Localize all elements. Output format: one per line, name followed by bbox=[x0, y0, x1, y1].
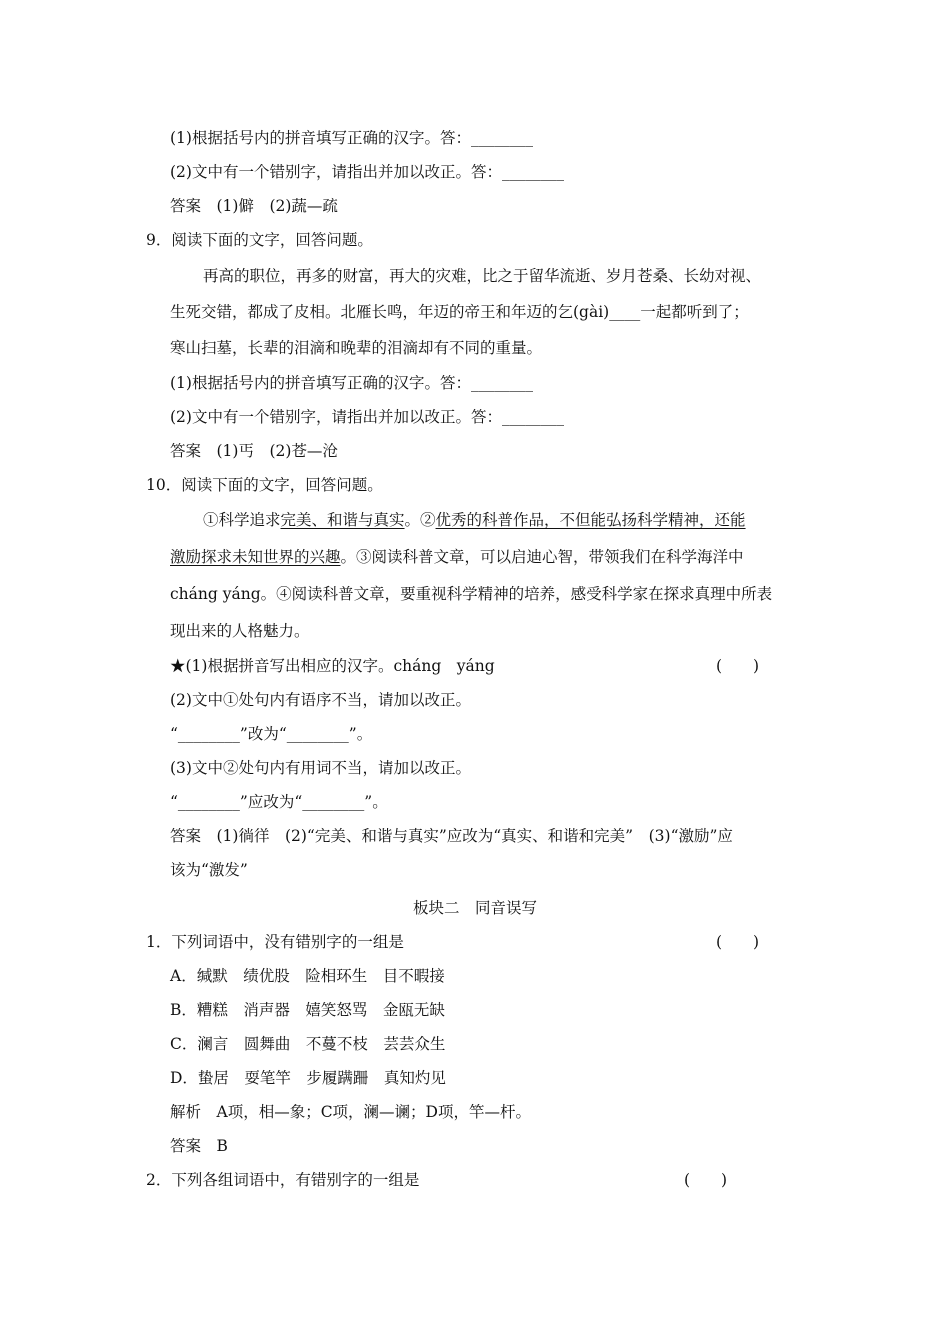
q10-passage-line1 bbox=[203, 510, 746, 530]
q10-heading: 10．阅读下面的文字，回答问题。 bbox=[146, 476, 383, 494]
q10-p2-text: 。③阅读科普文章，可以启迪心智，带领我们在科学海洋中 bbox=[340, 548, 744, 566]
s2-q1-answer: 答案 B bbox=[170, 1137, 228, 1155]
s2-q1-stem: 1．下列词语中，没有错别字的一组是 bbox=[146, 933, 404, 951]
q10-underline-2a: 优秀的科普作品，不但能弘扬科学精神，还能 bbox=[435, 511, 746, 529]
q10-p1-text2: 。② bbox=[404, 511, 436, 529]
q9-answer: 答案 (1)丐 (2)苍—沧 bbox=[170, 442, 338, 460]
q8-sub2: (2)文中有一个错别字，请指出并加以改正。答：________ bbox=[170, 163, 564, 181]
q10-sub3-fill: “________”应改为“________”。 bbox=[170, 793, 388, 811]
s2-q1-analysis: 解析 A项，相—象；C项，澜—谰；D项，竿—杆。 bbox=[170, 1103, 531, 1121]
s2-q1-option-b: B．糟糕 消声器 嬉笑怒骂 金瓯无缺 bbox=[170, 1001, 445, 1019]
q10-passage-line4: 现出来的人格魅力。 bbox=[170, 622, 310, 640]
q10-p1-text: ①科学追求 bbox=[203, 511, 281, 529]
q10-sub2-fill: “________”改为“________”。 bbox=[170, 725, 373, 743]
q10-sub2: (2)文中①处句内有语序不当，请加以改正。 bbox=[170, 691, 471, 709]
q10-passage-line2 bbox=[170, 547, 744, 567]
q10-answer-line1: 答案 (1)徜徉 (2)“完美、和谐与真实”应改为“真实、和谐和完美” (3)“激励”应 bbox=[170, 827, 733, 845]
q10-underline-2b: 激励探求未知世界的兴趣 bbox=[170, 548, 341, 566]
q9-sub2: (2)文中有一个错别字，请指出并加以改正。答：________ bbox=[170, 408, 564, 426]
q9-sub1: (1)根据括号内的拼音填写正确的汉字。答：________ bbox=[170, 374, 533, 392]
q10-sub1-bracket: ( ) bbox=[716, 657, 760, 675]
q10-underline-1: 完美、和谐与真实 bbox=[280, 511, 405, 529]
q9-heading: 9．阅读下面的文字，回答问题。 bbox=[146, 231, 373, 249]
q9-passage-line3: 寒山扫墓，长辈的泪滴和晚辈的泪滴却有不同的重量。 bbox=[170, 339, 543, 357]
s2-q2-stem: 2．下列各组词语中，有错别字的一组是 bbox=[146, 1171, 420, 1189]
s2-q2-bracket: ( ) bbox=[684, 1171, 728, 1189]
section-title: 板块二 同音误写 bbox=[412, 899, 537, 917]
s2-q1-bracket: ( ) bbox=[716, 933, 760, 951]
q9-passage-line1: 再高的职位，再多的财富，再大的灾难，比之于留华流逝、岁月苍桑、长幼对视、 bbox=[203, 267, 762, 285]
s2-q1-option-a: A．缄默 绩优股 险相环生 目不暇接 bbox=[170, 967, 445, 985]
q8-answer: 答案 (1)僻 (2)蔬—疏 bbox=[170, 197, 338, 215]
q10-sub1: ★(1)根据拼音写出相应的汉字。cháng yáng bbox=[170, 657, 495, 675]
q10-answer-line2: 该为“激发” bbox=[170, 861, 248, 879]
s2-q1-option-c: C．澜言 圆舞曲 不蔓不枝 芸芸众生 bbox=[170, 1035, 446, 1053]
s2-q1-option-d: D．蛰居 耍笔竿 步履蹒跚 真知灼见 bbox=[170, 1069, 446, 1087]
q10-sub3: (3)文中②处句内有用词不当，请加以改正。 bbox=[170, 759, 471, 777]
q9-passage-line2: 生死交错，都成了皮相。北雁长鸣，年迈的帝王和年迈的乞(gài)____一起都听到了； bbox=[170, 303, 749, 321]
q10-passage-line3: cháng yáng。④阅读科普文章，要重视科学精神的培养，感受科学家在探求真理中所表 bbox=[170, 585, 773, 603]
q8-sub1: (1)根据括号内的拼音填写正确的汉字。答：________ bbox=[170, 129, 533, 147]
